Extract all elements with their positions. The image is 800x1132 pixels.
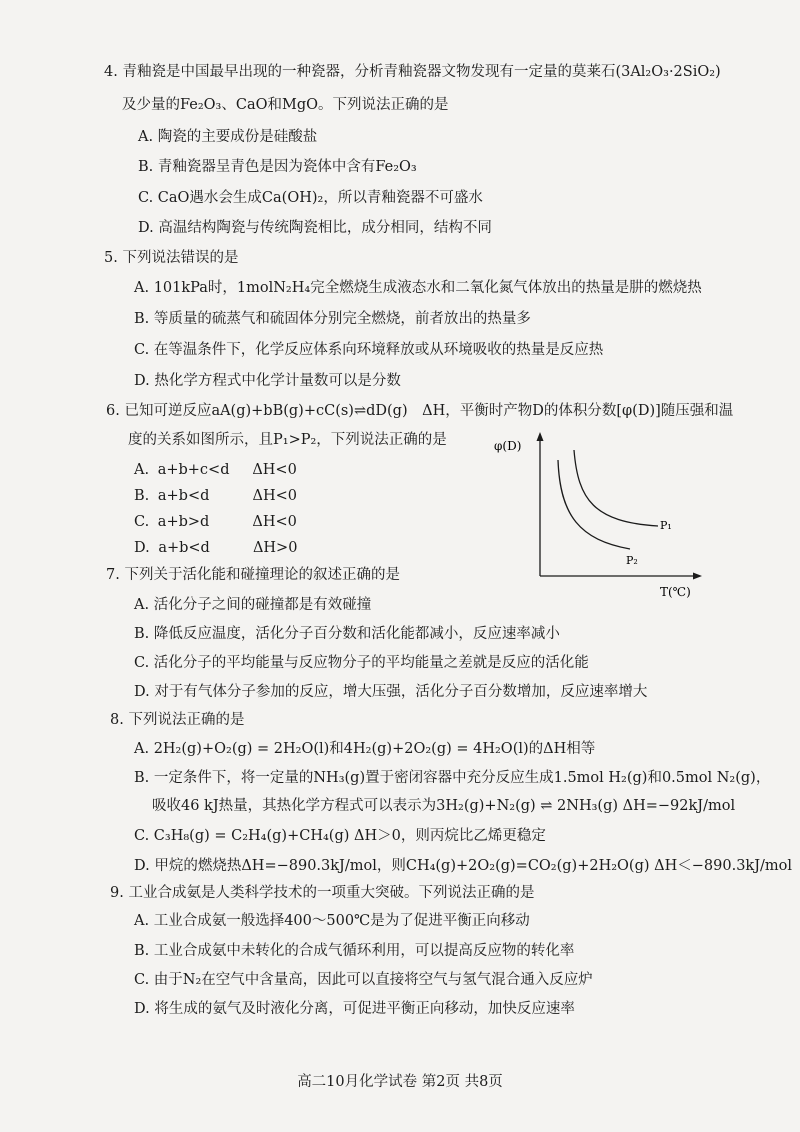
q5-option-a: A. 101kPa时，1molN₂H₄完全燃烧生成液态水和二氧化氮气体放出的热量是肼的燃烧热: [134, 280, 702, 296]
curve-p2: [558, 460, 630, 549]
q9-option-d: D. 将生成的氨气及时液化分离，可促进平衡正向移动，加快反应速率: [134, 1001, 575, 1017]
y-axis-arrow: [537, 432, 544, 441]
option-enthalpy: ΔH>0: [252, 540, 298, 556]
option-letter: A.: [134, 462, 150, 478]
q4-option-a: A. 陶瓷的主要成份是硅酸盐: [138, 129, 318, 145]
q4-option-b: B. 青釉瓷器呈青色是因为瓷体中含有Fe₂O₃: [138, 159, 417, 175]
option-letter: C.: [134, 514, 150, 530]
q6-option-b: [134, 486, 297, 506]
y-axis-label: φ(D): [494, 439, 522, 453]
q4-stem-line2: 及少量的Fe₂O₃、CaO和MgO。下列说法正确的是: [122, 97, 449, 113]
option-enthalpy: ΔH<0: [252, 462, 297, 478]
q5-option-d: D. 热化学方程式中化学计量数可以是分数: [134, 373, 401, 389]
option-condition: a+b<d: [158, 540, 210, 556]
q4-stem-line1: 4. 青釉瓷是中国最早出现的一种瓷器，分析青釉瓷器文物发现有一定量的莫莱石(3Al₂O₃·2SiO₂): [104, 64, 721, 80]
q9-option-a: A. 工业合成氨一般选择400～500℃是为了促进平衡正向移动: [134, 913, 530, 929]
option-condition: a+b<d: [157, 488, 210, 504]
option-letter: B.: [134, 488, 150, 504]
q6-stem-line2: 度的关系如图所示，且P₁>P₂，下列说法正确的是: [128, 432, 447, 448]
q8-option-c: C. C₃H₈(g) = C₂H₄(g)+CH₄(g) ΔH＞0，则丙烷比乙烯更稳定: [134, 828, 546, 844]
curve-p1: [574, 450, 658, 526]
q6-graph: [490, 428, 720, 603]
q8-option-d: D. 甲烷的燃烧热ΔH=−890.3kJ/mol，则CH₄(g)+2O₂(g)=CO₂(g)+2H₂O(g) ΔH＜−890.3kJ/mol: [134, 858, 793, 874]
q4-option-c: C. CaO遇水会生成Ca(OH)₂，所以青釉瓷器不可盛水: [138, 190, 483, 206]
page-footer: 高二10月化学试卷 第2页 共8页: [297, 1074, 503, 1090]
q7-option-b: B. 降低反应温度，活化分子百分数和活化能都减小，反应速率减小: [134, 626, 560, 642]
q5-option-c: C. 在等温条件下，化学反应体系向环境释放或从环境吸收的热量是反应热: [134, 342, 604, 358]
q7-option-c: C. 活化分子的平均能量与反应物分子的平均能量之差就是反应的活化能: [134, 655, 589, 671]
curve-p2-label: P₂: [626, 554, 638, 567]
q8-stem: 8. 下列说法正确的是: [110, 712, 245, 728]
q7-option-a: A. 活化分子之间的碰撞都是有效碰撞: [134, 597, 372, 613]
option-condition: a+b>d: [157, 514, 210, 530]
q6-option-a: [134, 460, 297, 480]
q5-stem: 5. 下列说法错误的是: [104, 250, 239, 266]
x-axis-arrow: [693, 573, 702, 580]
q6-option-d: [134, 538, 297, 558]
option-enthalpy: ΔH<0: [252, 514, 297, 530]
q8-option-a: A. 2H₂(g)+O₂(g) = 2H₂O(l)和4H₂(g)+2O₂(g) = 4H₂O(l)的ΔH相等: [134, 741, 596, 757]
q8-option-b-line1: B. 一定条件下，将一定量的NH₃(g)置于密闭容器中充分反应生成1.5mol H₂(g)和0.5mol N₂(g)，: [134, 770, 771, 786]
q5-option-b: B. 等质量的硫蒸气和硫固体分别完全燃烧，前者放出的热量多: [134, 311, 531, 327]
option-enthalpy: ΔH<0: [252, 488, 297, 504]
q8-option-b-line2: 吸收46 kJ热量，其热化学方程式可以表示为3H₂(g)+N₂(g) ⇌ 2NH₃(g) ΔH=−92kJ/mol: [152, 798, 736, 814]
q9-option-c: C. 由于N₂在空气中含量高，因此可以直接将空气与氢气混合通入反应炉: [134, 972, 593, 988]
x-axis-label: T(℃): [660, 585, 691, 599]
q6-stem-line1: 6. 已知可逆反应aA(g)+bB(g)+cC(s)⇌dD(g) ΔH，平衡时产物D的体积分数[φ(D)]随压强和温: [106, 403, 734, 419]
q9-option-b: B. 工业合成氨中未转化的合成气循环利用，可以提高反应物的转化率: [134, 943, 575, 959]
q7-option-d: D. 对于有气体分子参加的反应，增大压强，活化分子百分数增加，反应速率增大: [134, 684, 648, 700]
q7-stem: 7. 下列关于活化能和碰撞理论的叙述正确的是: [106, 567, 400, 583]
curve-p1-label: P₁: [660, 519, 672, 532]
option-condition: a+b+c<d: [157, 462, 230, 478]
q6-option-c: [134, 512, 297, 532]
q9-stem: 9. 工业合成氨是人类科学技术的一项重大突破。下列说法正确的是: [110, 885, 535, 901]
q4-option-d: D. 高温结构陶瓷与传统陶瓷相比，成分相同，结构不同: [138, 220, 492, 236]
option-letter: D.: [134, 540, 150, 556]
